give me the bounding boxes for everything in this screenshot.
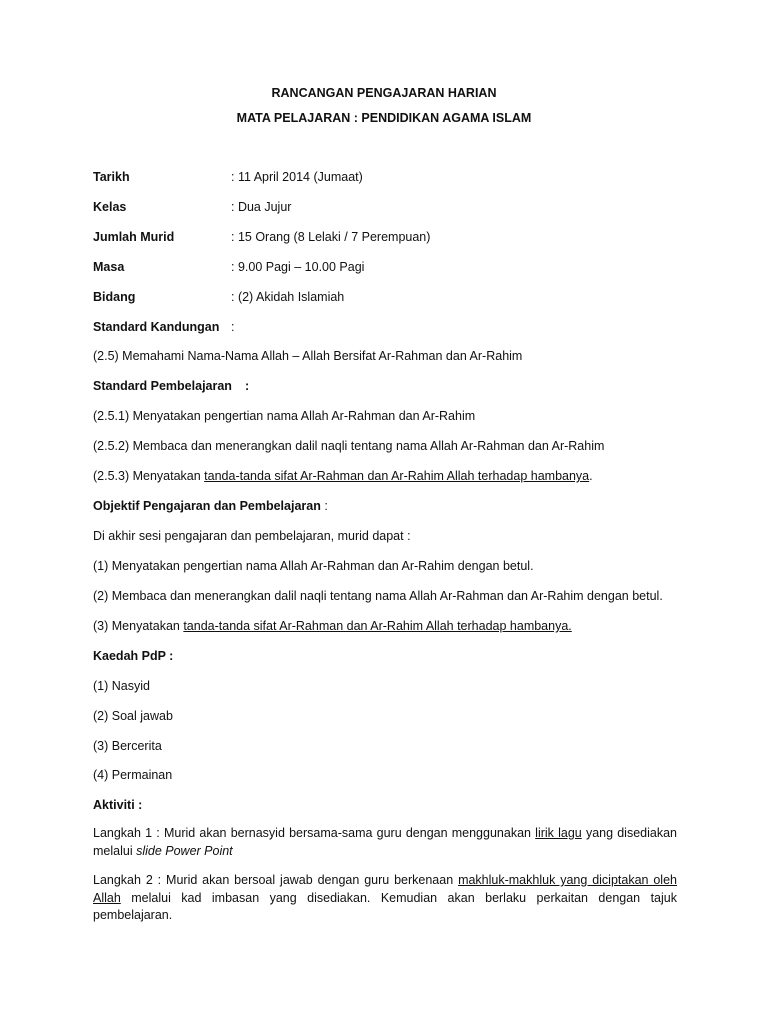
label-kelas: Kelas xyxy=(93,200,127,214)
langkah-1-text-a: Langkah 1 : Murid akan bernasyid bersama-sama guru dengan menggunakan xyxy=(93,826,536,840)
objektif-heading-label: Objektif Pengajaran dan Pembelajaran xyxy=(93,499,321,513)
objektif-heading xyxy=(93,499,328,515)
objektif-item-2: (2) Membaca dan menerangkan dalil naqli tentang nama Allah Ar-Rahman dan Ar-Rahim dengan betul. xyxy=(93,589,663,603)
label-jumlah-murid: Jumlah Murid xyxy=(93,230,175,244)
langkah-1-text-b: yang disediakan melalui xyxy=(93,826,677,858)
kaedah-heading: Kaedah PdP : xyxy=(93,649,174,663)
doc-subtitle: MATA PELAJARAN : PENDIDIKAN AGAMA ISLAM xyxy=(236,111,532,125)
label-tarikh: Tarikh xyxy=(93,170,130,184)
langkah-2-underlined: makhluk-makhluk yang diciptakan oleh Allah xyxy=(93,873,677,905)
langkah-1-paragraph xyxy=(93,825,677,860)
sp-item-2: (2.5.2) Membaca dan menerangkan dalil naqli tentang nama Allah Ar-Rahman dan Ar-Rahim xyxy=(93,439,605,453)
label-bidang: Bidang xyxy=(93,290,136,304)
objektif-intro: Di akhir sesi pengajaran dan pembelajaran, murid dapat : xyxy=(93,529,411,543)
objektif-item-3 xyxy=(93,619,572,635)
langkah-2-text-a: Langkah 2 : Murid akan bersoal jawab dengan guru berkenaan xyxy=(93,873,459,887)
sp-item-1: (2.5.1) Menyatakan pengertian nama Allah Ar-Rahman dan Ar-Rahim xyxy=(93,409,476,423)
objektif-item-3-underlined: tanda-tanda sifat Ar-Rahman dan Ar-Rahim Allah terhadap hambanya. xyxy=(183,619,572,633)
objektif-item-1: (1) Menyatakan pengertian nama Allah Ar-Rahman dan Ar-Rahim dengan betul. xyxy=(93,559,534,573)
sp-item-3-prefix: (2.5.3) Menyatakan xyxy=(93,469,205,483)
sp-item-3-suffix: . xyxy=(589,469,593,483)
value-jumlah-murid: : 15 Orang (8 Lelaki / 7 Perempuan) xyxy=(231,230,431,244)
standard-pembelajaran-label: Standard Pembelajaran xyxy=(93,379,232,393)
sp-item-3 xyxy=(93,469,593,485)
langkah-2-paragraph xyxy=(93,872,677,925)
sp-item-3-underlined: tanda-tanda sifat Ar-Rahman dan Ar-Rahim Allah terhadap hambanya xyxy=(204,469,590,483)
value-bidang: : (2) Akidah Islamiah xyxy=(231,290,345,304)
standard-pembelajaran-colon: : xyxy=(244,379,250,393)
doc-title: RANCANGAN PENGAJARAN HARIAN xyxy=(271,86,497,100)
objektif-heading-colon: : xyxy=(320,499,328,513)
value-standard-kandungan: : xyxy=(231,320,235,334)
kaedah-item-1: (1) Nasyid xyxy=(93,679,150,693)
standard-kandungan-text: (2.5) Memahami Nama-Nama Allah – Allah Bersifat Ar-Rahman dan Ar-Rahim xyxy=(93,349,523,363)
langkah-2-text-b: melalui kad imbasan yang disediakan. Kemudian akan berlaku perkaitan dengan tajuk pembelajaran. xyxy=(93,890,677,922)
standard-pembelajaran-heading xyxy=(93,379,249,395)
langkah-1-italic: slide Power Point xyxy=(136,843,233,858)
langkah-1-underlined: lirik lagu xyxy=(535,826,582,840)
label-standard-kandungan: Standard Kandungan xyxy=(93,320,220,334)
kaedah-item-4: (4) Permainan xyxy=(93,768,173,782)
kaedah-item-2: (2) Soal jawab xyxy=(93,709,173,723)
objektif-item-3-prefix: (3) Menyatakan xyxy=(93,619,184,633)
label-masa: Masa xyxy=(93,260,125,274)
aktiviti-heading: Aktiviti : xyxy=(93,798,143,812)
value-kelas: : Dua Jujur xyxy=(231,200,292,214)
value-masa: : 9.00 Pagi – 10.00 Pagi xyxy=(231,260,365,274)
kaedah-item-3: (3) Bercerita xyxy=(93,739,162,753)
value-tarikh: : 11 April 2014 (Jumaat) xyxy=(231,170,363,184)
